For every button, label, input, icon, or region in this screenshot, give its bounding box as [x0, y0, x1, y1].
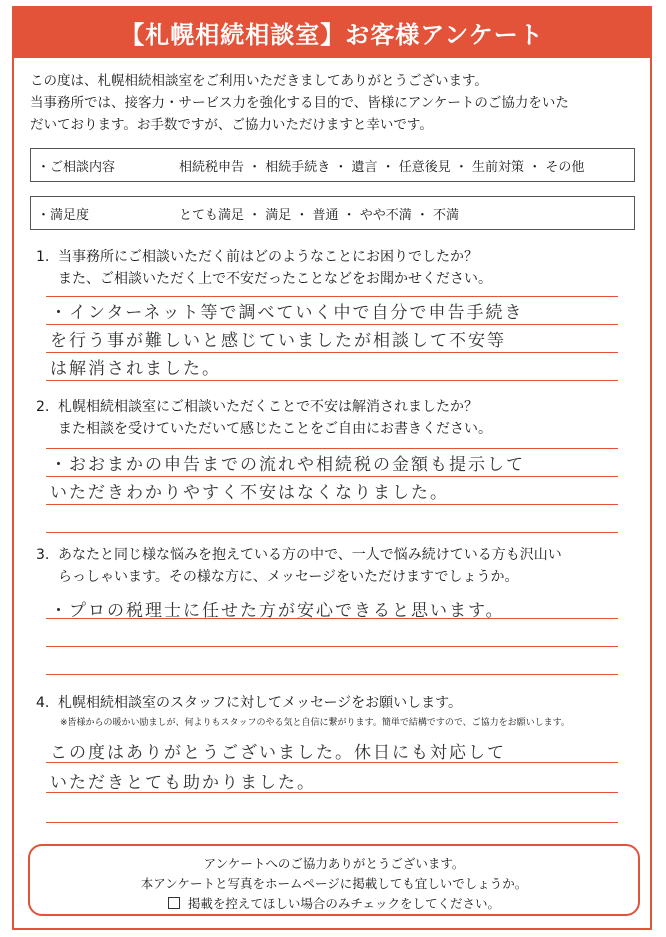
question-3 — [36, 544, 636, 588]
answer-line — [46, 674, 618, 675]
question-text: らっしゃいます。その様な方に、メッセージをいただけますでしょうか。 — [58, 569, 519, 585]
question-text: 当事務所にご相談いただく前はどのようなことにお困りでしたか？ — [58, 249, 478, 265]
satisfaction-box — [30, 196, 635, 230]
answer-line — [46, 296, 618, 297]
question-text: 札幌相続相談室のスタッフに対してメッセージをお願いします。 — [58, 695, 463, 711]
answer-line — [46, 352, 618, 353]
answer-line — [46, 646, 618, 647]
answer-1-line[interactable]: ・インターネット等で調べていく中で自分で申告手続き — [50, 303, 524, 323]
consultation-options[interactable]: 相続税申告 ・ 相続手続き ・ 遺言 ・ 任意後見 ・ 生前対策 ・ その他 — [179, 159, 585, 175]
answer-line — [46, 380, 618, 381]
footer-checkbox-row — [30, 894, 638, 914]
question-4-note: ※皆様からの暖かい励ましが、何よりもスタッフのやる気と自信に繋がります。簡単で結構ですので、ご協力をお願いします。 — [60, 718, 570, 728]
answer-1-line[interactable]: を行う事が難しいと感じていましたが相談して不安等 — [50, 331, 506, 351]
answer-line — [46, 448, 618, 449]
footer-question: 本アンケートと写真をホームページに掲載しても宜しいでしょうか。 — [140, 876, 528, 891]
footer-box — [28, 844, 640, 916]
answer-line — [46, 532, 618, 533]
answer-3-line[interactable]: ・プロの税理士に任せた方が安心できると思います。 — [50, 601, 505, 621]
intro-line: だいております。お手数ですが、ご協力いただけますと幸いです。 — [30, 117, 433, 133]
question-2 — [36, 396, 636, 440]
answer-line — [46, 822, 618, 823]
checkbox-label: 掲載を控えてほしい場合のみチェックをしてください。 — [187, 896, 501, 911]
answer-2-line[interactable]: いただきわかりやすく不安はなくなりました。 — [50, 483, 449, 503]
footer-thanks: アンケートへのご協力ありがとうございます。 — [203, 856, 465, 871]
question-text: あなたと同じ様な悩みを抱えている方の中で、一人で悩み続けている方も沢山い — [58, 547, 562, 563]
intro-line: この度は、札幌相続相談室をご利用いただきましてありがとうございます。 — [30, 73, 488, 89]
question-1 — [36, 246, 636, 290]
answer-2-line[interactable]: ・おおまかの申告までの流れや相続税の金額も提示して — [50, 455, 525, 475]
intro-line: 当事務所では、接客力・サービス力を強化する目的で、皆様にアンケートのご協力をいた — [30, 95, 569, 111]
question-text: また、ご相談いただく上で不安だったことなどをお聞かせください。 — [58, 271, 492, 287]
question-4 — [36, 692, 636, 714]
publish-checkbox[interactable] — [168, 897, 180, 909]
question-text: 札幌相続相談室にご相談いただくことで不安は解消されましたか？ — [58, 399, 478, 415]
satisfaction-label: ・満足度 — [37, 207, 90, 223]
intro-text — [30, 70, 640, 136]
answer-1-line[interactable]: は解消されました。 — [50, 359, 221, 379]
question-text: また相談を受けていただいて感じたことをご自由にお書きください。 — [58, 421, 492, 437]
answer-4-line[interactable]: いただきとても助かりました。 — [50, 773, 316, 793]
answer-4-line[interactable]: この度はありがとうございました。休日にも対応して — [50, 743, 506, 763]
consultation-box — [30, 148, 635, 182]
answer-line — [46, 476, 618, 477]
consultation-label: ・ご相談内容 — [37, 159, 116, 175]
question-number: 1. — [36, 249, 50, 265]
question-number: 2. — [36, 399, 50, 415]
page-title: 【札幌相続相談室】お客様アンケート — [12, 6, 652, 58]
question-number: 3. — [36, 547, 50, 563]
satisfaction-options[interactable]: とても満足 ・ 満足 ・ 普通 ・ やや不満 ・ 不満 — [179, 207, 460, 223]
answer-line — [46, 324, 618, 325]
answer-line — [46, 504, 618, 505]
question-number: 4. — [36, 695, 50, 711]
